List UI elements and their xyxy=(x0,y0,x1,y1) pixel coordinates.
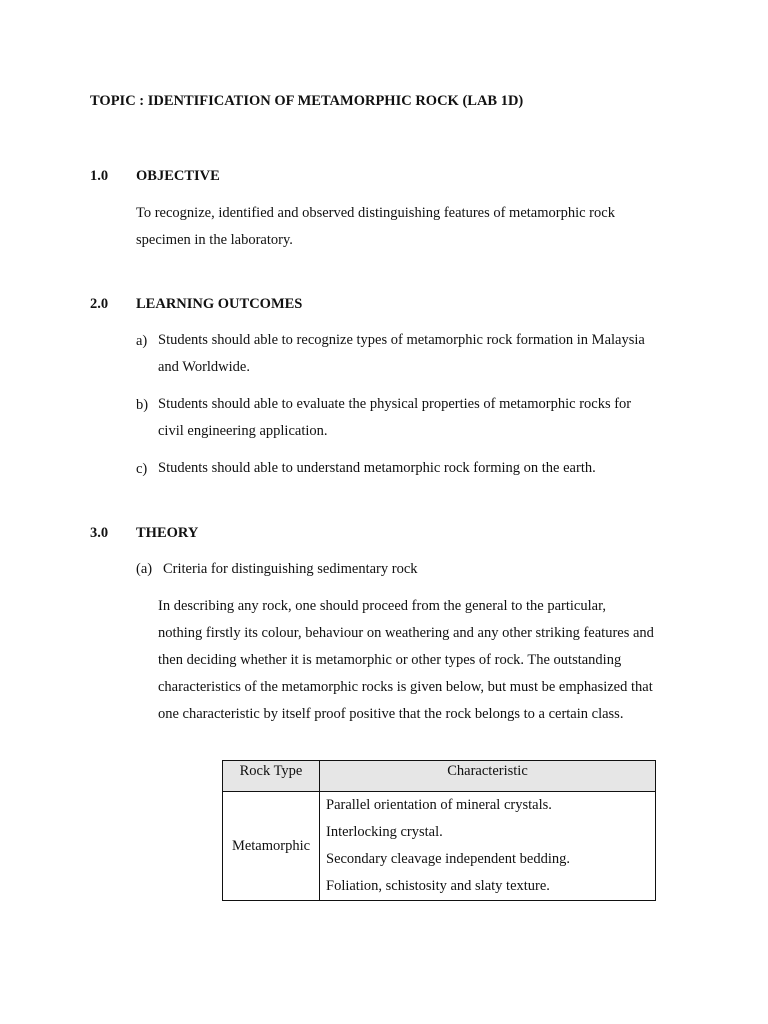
theory-line: then deciding whether it is metamorphic or other types of rock. The outstanding xyxy=(158,652,622,668)
theory-sub-marker: (a) xyxy=(136,561,153,577)
objective-line: To recognize, identified and observed distinguishing features of metamorphic rock xyxy=(136,205,615,221)
outcome-marker-a: a) xyxy=(136,333,148,349)
characteristic-item: Interlocking crystal. xyxy=(326,824,443,840)
header-rock-type: Rock Type xyxy=(223,761,320,792)
outcome-item-a xyxy=(158,327,645,381)
section-heading-objective: OBJECTIVE xyxy=(136,168,220,184)
outcome-marker-c: c) xyxy=(136,461,148,477)
characteristic-item: Secondary cleavage independent bedding. xyxy=(326,851,570,867)
outcome-item-b xyxy=(158,391,631,445)
outcome-line: Students should able to understand metamorphic rock forming on the earth. xyxy=(158,460,596,476)
section-heading-theory: THEORY xyxy=(136,525,199,541)
theory-line: characteristics of the metamorphic rocks is given below, but must be emphasized that xyxy=(158,679,653,695)
theory-paragraph xyxy=(158,593,654,728)
characteristics-table xyxy=(222,760,656,901)
section-number-learning-outcomes: 2.0 xyxy=(90,296,109,312)
section-heading-learning-outcomes: LEARNING OUTCOMES xyxy=(136,296,303,312)
header-characteristic: Characteristic xyxy=(320,761,656,792)
characteristics-cell xyxy=(320,792,656,901)
section-number-theory: 3.0 xyxy=(90,525,109,541)
rock-type-cell: Metamorphic xyxy=(223,792,320,901)
theory-line: In describing any rock, one should proceed from the general to the particular, xyxy=(158,598,606,614)
theory-line: nothing firstly its colour, behaviour on weathering and any other striking features and xyxy=(158,625,654,641)
theory-line: one characteristic by itself proof positive that the rock belongs to a certain class. xyxy=(158,706,624,722)
characteristic-item: Parallel orientation of mineral crystals. xyxy=(326,797,552,813)
outcome-item-c xyxy=(158,455,596,482)
objective-line: specimen in the laboratory. xyxy=(136,232,293,248)
table-header-row xyxy=(223,761,656,792)
section-number-objective: 1.0 xyxy=(90,168,109,184)
outcome-line: civil engineering application. xyxy=(158,423,328,439)
outcome-line: Students should able to evaluate the physical properties of metamorphic rocks for xyxy=(158,396,632,412)
theory-sub-heading: Criteria for distinguishing sedimentary rock xyxy=(163,561,418,577)
outcome-line: Students should able to recognize types of metamorphic rock formation in Malaysia xyxy=(158,332,645,348)
outcome-line: and Worldwide. xyxy=(158,359,250,375)
characteristic-item: Foliation, schistosity and slaty texture. xyxy=(326,878,550,894)
outcome-marker-b: b) xyxy=(136,397,149,413)
table-row xyxy=(223,792,656,901)
objective-text xyxy=(136,200,615,254)
page-title: TOPIC : IDENTIFICATION OF METAMORPHIC ROCK (LAB 1D) xyxy=(90,93,524,109)
